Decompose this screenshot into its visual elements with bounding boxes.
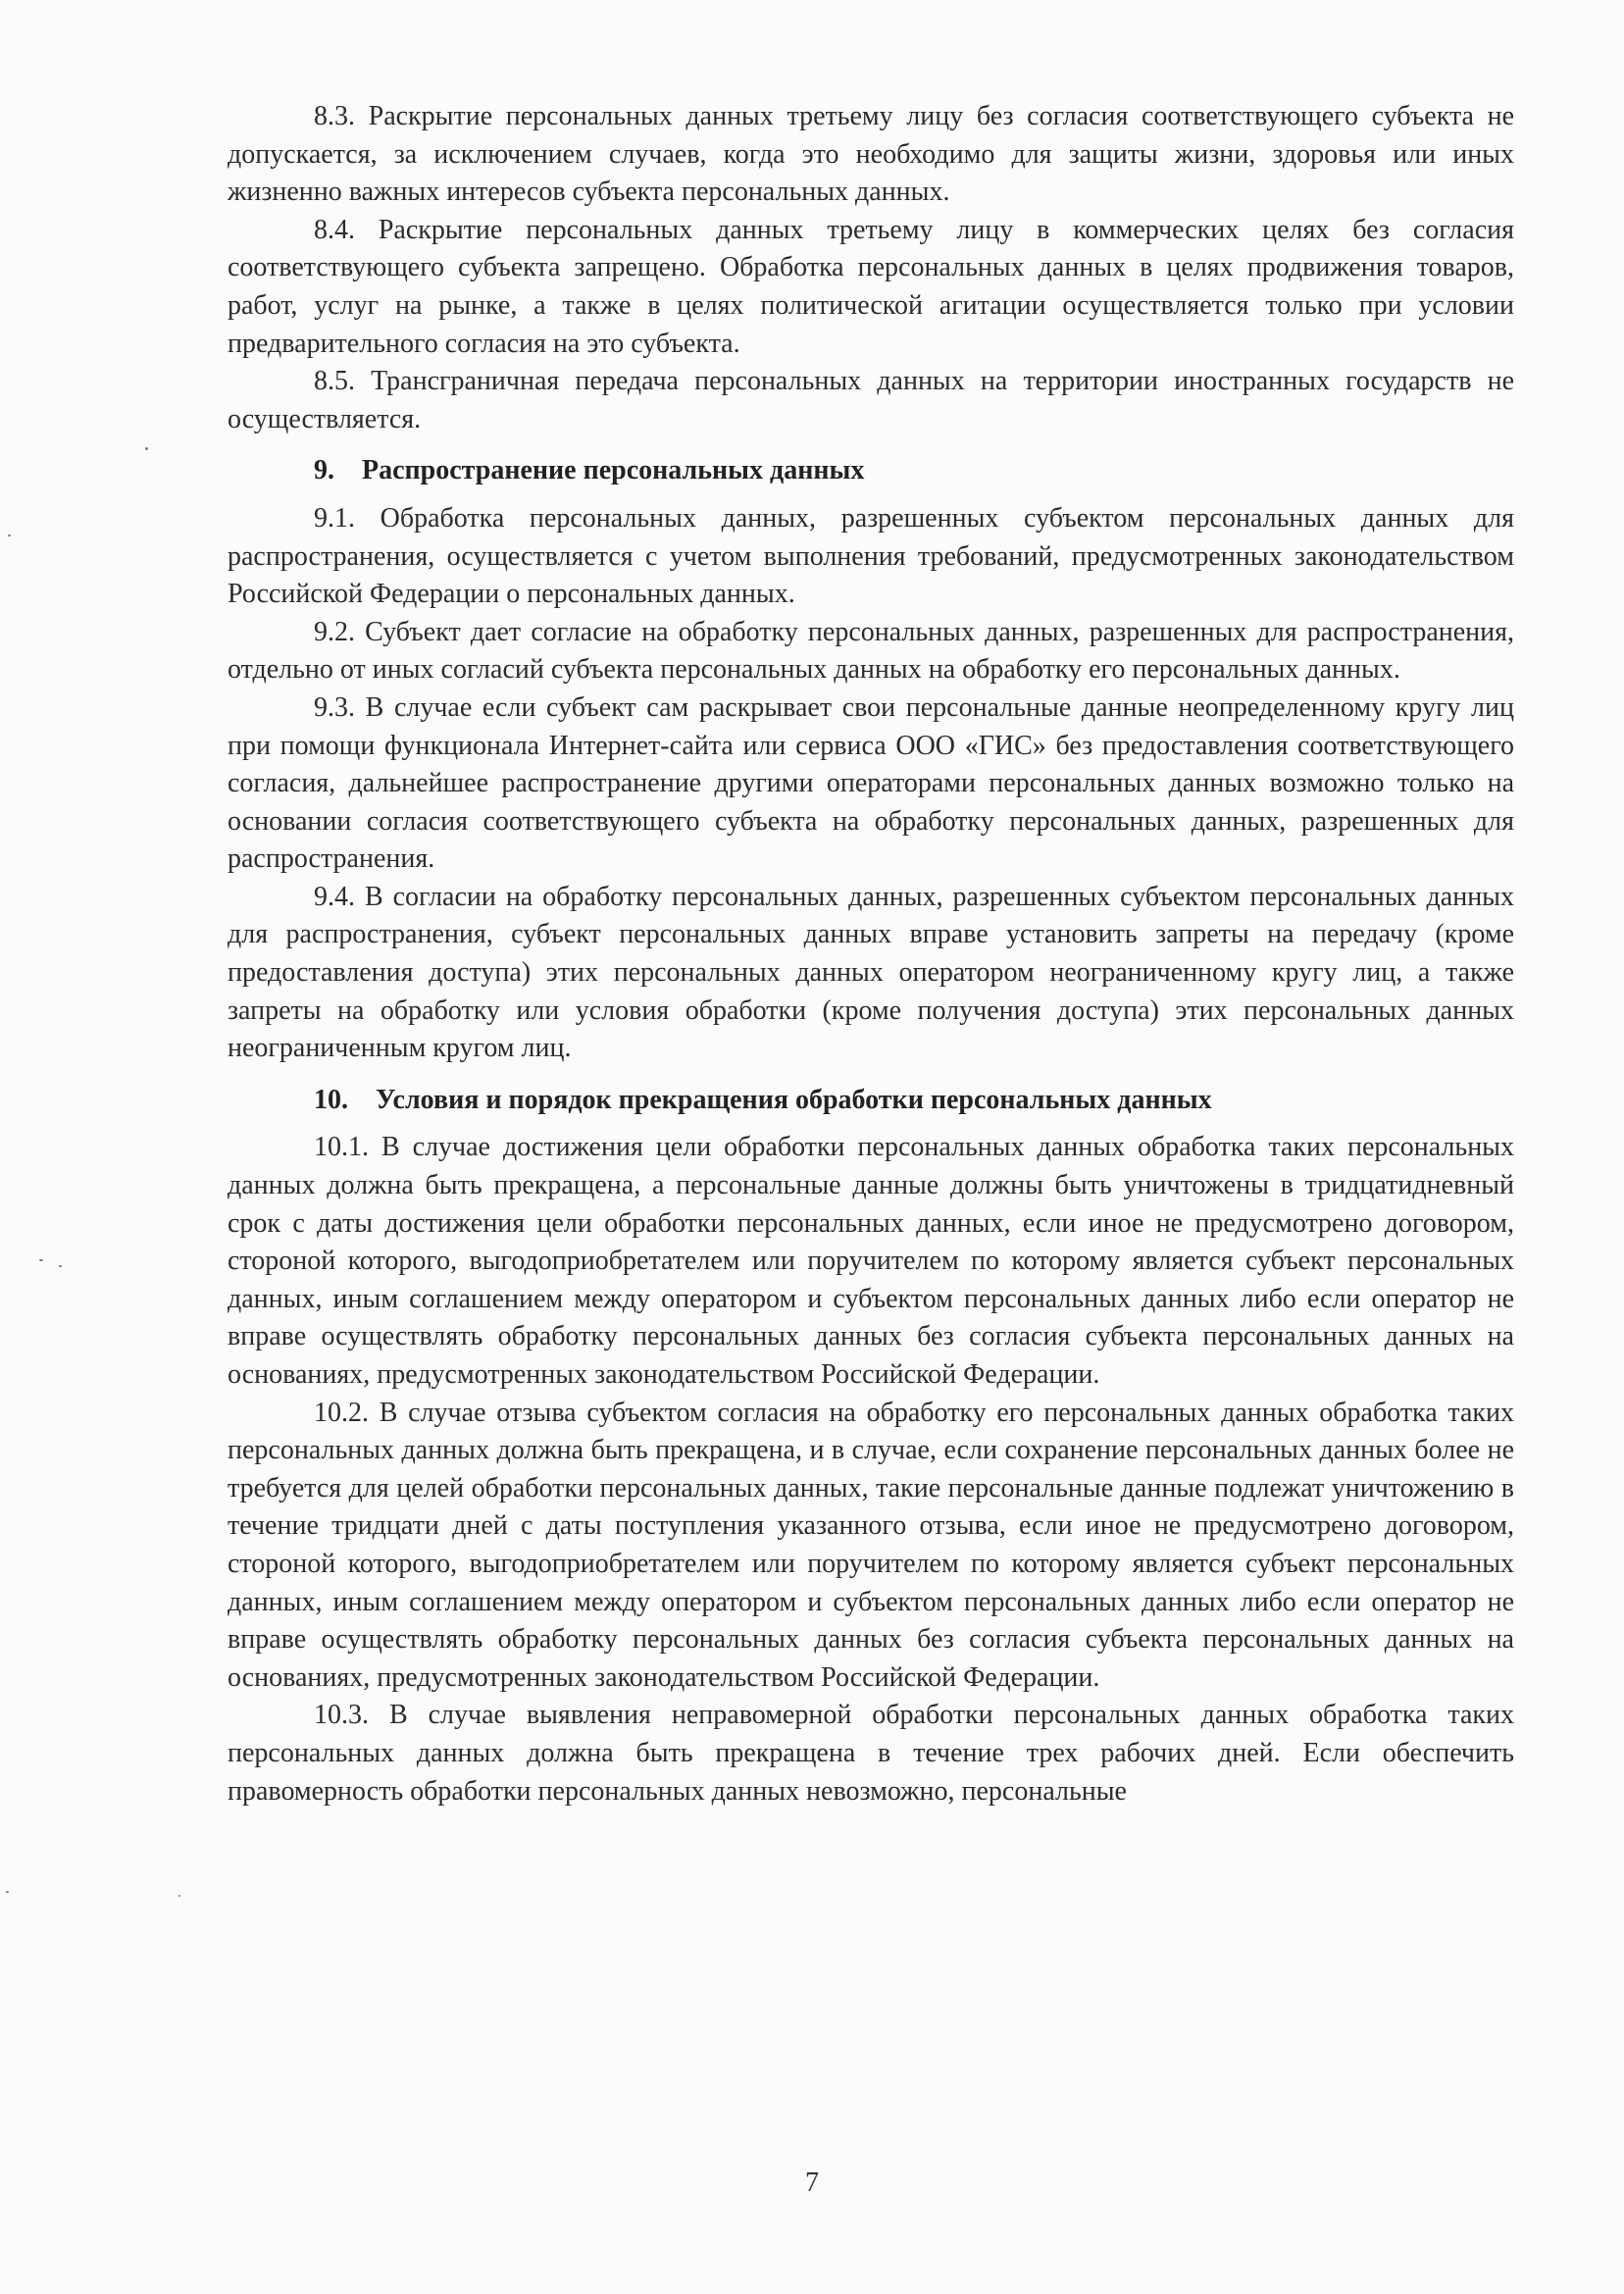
- paragraph-10-2: 10.2. В случае отзыва субъектом согласия на обработку его персональных данных обработка таких персональных данных должна быть прекращена, и в случае, если сохранение персональных данных более не требуется для целей обработки персональных данных, такие персональные данные подлежат уничтожению в течение тридцати дней с даты поступления указанного отзыва, если иное не предусмотрено договором, стороной которого, выгодоприобретателем или поручителем по которому является субъект персональных данных, иным соглашением между оператором и субъектом персональных данных либо если оператор не вправе осуществлять обработку персональных данных без согласия субъекта персональных данных на основаниях, предусмотренных законодательством Российской Федерации.: [228, 1397, 1514, 1693]
- scan-speck: [178, 1895, 180, 1897]
- paragraph-9-2: 9.2. Субъект дает согласие на обработку персональных данных, разрешенных для распространения, отдельно от иных согласий субъекта персональных данных на обработку его персональных данных.: [228, 616, 1514, 686]
- paragraph-9-3: 9.3. В случае если субъект сам раскрывает свои персональные данные неопределенному кругу лиц при помощи функционала Интернет-сайта или сервиса ООО «ГИС» без предоставления соответствующего согласия, дальнейшее распространение другими операторами персональных данных возможно только на основании согласия соответствующего субъекта на обработку персональных данных, разрешенных для распространения.: [228, 691, 1514, 875]
- scan-speck: [8, 535, 11, 536]
- paragraph-10-1: 10.1. В случае достижения цели обработки персональных данных обработка таких персональных данных должна быть прекращена, а персональные данные должны быть уничтожены в тридцатидневный срок с даты достижения цели обработки персональных данных, если иное не предусмотрено договором, стороной которого, выгодоприобретателем или поручителем по которому является субъект персональных данных, иным соглашением между оператором и субъектом персональных данных либо если оператор не вправе осуществлять обработку персональных данных без согласия субъекта персональных данных на основаниях, предусмотренных законодательством Российской Федерации.: [228, 1132, 1514, 1390]
- paragraph-10-3: 10.3. В случае выявления неправомерной обработки персональных данных обработка таких персональных данных должна быть прекращена в течение трех рабочих дней. Если обеспечить правомерность обработки персональных данных невозможно, персональные: [228, 1700, 1514, 1807]
- section-9-heading: 9. Распространение персональных данных: [314, 455, 865, 486]
- paragraph-9-4: 9.4. В согласии на обработку персональных данных, разрешенных субъектом персональных данных для распространения, субъект персональных данных вправе установить запреты на передачу (кроме предоставления доступа) этих персональных данных оператором неограниченному кругу лиц, а также запреты на обработку или условия обработки (кроме получения доступа) этих персональных данных неограниченным кругом лиц.: [228, 881, 1514, 1064]
- scan-speck: [39, 1259, 43, 1261]
- scan-speck: [59, 1265, 62, 1267]
- paragraph-8-3: 8.3. Раскрытие персональных данных третьему лицу без согласия соответствующего субъекта не допускается, за исключением случаев, когда это необходимо для защиты жизни, здоровья или иных жизненно важных интересов субъекта персональных данных.: [228, 101, 1514, 208]
- section-10-heading: 10. Условия и порядок прекращения обработки персональных данных: [314, 1084, 1212, 1115]
- paragraph-8-4: 8.4. Раскрытие персональных данных третьему лицу в коммерческих целях без согласия соответствующего субъекта запрещено. Обработка персональных данных в целях продвижения товаров, работ, услуг на рынке, а также в целях политической агитации осуществляется только при условии предварительного согласия на это субъекта.: [228, 214, 1514, 359]
- document-page: [228, 98, 1514, 1810]
- paragraph-9-1: 9.1. Обработка персональных данных, разрешенных субъектом персональных данных для распространения, осуществляется с учетом выполнения требований, предусмотренных законодательством Российской Федерации о персональных данных.: [228, 502, 1514, 610]
- paragraph-8-5: 8.5. Трансграничная передача персональных данных на территории иностранных государств не осуществляется.: [228, 366, 1514, 434]
- scan-speck: [145, 447, 148, 450]
- page-number: 7: [805, 2167, 819, 2198]
- scan-speck: [6, 1891, 9, 1893]
